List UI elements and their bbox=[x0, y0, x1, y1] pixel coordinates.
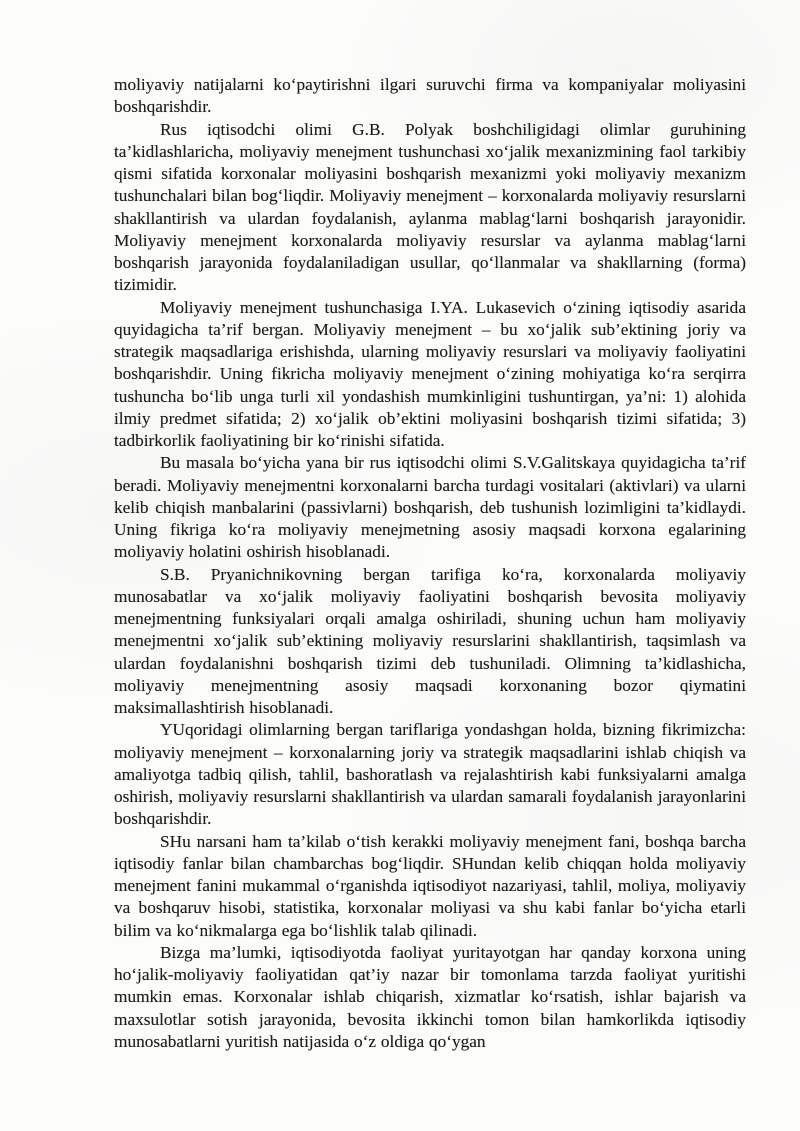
paragraph: moliyaviy natijalarni koʻpaytirishni ilgari suruvchi firma va kompaniyalar moliyasini boshqarishdir. bbox=[114, 75, 746, 117]
paragraph: Bu masala boʻyicha yana bir rus iqtisodchi olimi S.V.Galitskaya quyidagicha ta’rif beradi. Moliyaviy menejmentni korxonalarni barcha turdagi vositalari (aktivlari) va ularni kelib chiqish manbalarini (passivlarni) boshqarish, deb tushunish lozimligini ta’kidlaydi. Uning fikriga koʻra moliyaviy menejmetning asosiy maqsadi korxona egalarining moliyaviy holatini oshirish hisoblanadi. bbox=[114, 453, 746, 562]
paragraph: YUqoridagi olimlarning bergan tariflariga yondashgan holda, bizning fikrimizcha: moliyaviy menejment – korxonalarning joriy va strategik maqsadlarini ishlab chiqish va amaliyotga tadbiq qilish, tahlil, bashoratlash va rejalashtirish kabi funksiyalarni amalga oshirish, moliyaviy resurslarni shakllantirish va ulardan samarali foydalanish jarayonlarini boshqarishdir. bbox=[114, 720, 746, 829]
paragraph: SHu narsani ham ta’kilab oʻtish kerakki moliyaviy menejment fani, boshqa barcha iqtisodiy fanlar bilan chambarchas bogʻliqdir. SHundan kelib chiqqan holda moliyaviy menejment fanini mukammal oʻrganishda iqtisodiyot nazariyasi, tahlil, moliya, moliyaviy va boshqaruv hisobi, statistika, korxonalar moliyasi va shu kabi fanlar boʻyicha etarli bilim va koʻnikmalarga ega boʻlishlik talab qilinadi. bbox=[114, 831, 746, 940]
paragraph: S.B. Pryanichnikovning bergan tarifiga koʻra, korxonalarda moliyaviy munosabatlar va xoʻjalik moliyaviy faoliyatini boshqarish bevosita moliyaviy menejmentning funksiyalari orqali amalga oshiriladi, shuning uchun ham moliyaviy menejmentni xoʻjalik sub’ektining moliyaviy resurslarini shakllantirish, taqsimlash va ulardan foydalanishni boshqarish tizimi deb tushuniladi. Olimning ta’kidlashicha, moliyaviy menejmentning asosiy maqsadi korxonaning bozor qiymatini maksimallashtirish hisoblanadi. bbox=[114, 564, 746, 717]
paragraph: Moliyaviy menejment tushunchasiga I.YA. Lukasevich oʻzining iqtisodiy asarida quyidagicha ta’rif bergan. Moliyaviy menejment – bu xoʻjalik sub’ektining joriy va strategik maqsadlariga erishishda, ularning moliyaviy resurslari va moliyaviy faoliyatini boshqarishdir. Uning fikricha moliyaviy menejment oʻzining mohiyatiga koʻra serqirra tushuncha boʻlib unga turli xil yondashish mumkinligini tushuntirgan, ya’ni: 1) alohida ilmiy predmet sifatida; 2) xoʻjalik ob’ektini moliyasini boshqarish tizimi sifatida; 3) tadbirkorlik faoliyatining bir koʻrinishi sifatida. bbox=[114, 297, 746, 450]
paragraph: Rus iqtisodchi olimi G.B. Polyak boshchiligidagi olimlar guruhining ta’kidlashlaricha, moliyaviy menejment tushunchasi xoʻjalik mexanizmining faol tarkibiy qismi sifatida korxonalar moliyasini boshqarish mexanizmi yoki moliyaviy mexanizm tushunchalari bilan bogʻliqdir. Moliyaviy menejment – korxonalarda moliyaviy resurslarni shakllantirish va ulardan foydalanish, aylanma mablagʻlarni boshqarish jarayonidir. Moliyaviy menejment korxonalarda moliyaviy resurslar va aylanma mablagʻlarni boshqarish jarayonida foydalaniladigan usullar, qoʻllanmalar va shakllarning (forma) tizimidir. bbox=[114, 119, 746, 295]
paragraph: Bizga ma’lumki, iqtisodiyotda faoliyat yuritayotgan har qanday korxona uning hoʻjalik-moliyaviy faoliyatidan qat’iy nazar bir tomonlama tarzda faoliyat yuritishi mumkin emas. Korxonalar ishlab chiqarish, xizmatlar koʻrsatish, ishlar bajarish va maxsulotlar sotish jarayonida, bevosita ikkinchi tomon bilan hamkorlikda iqtisodiy munosabatlarni yuritish natijasida oʻz oldiga qoʻygan bbox=[114, 942, 746, 1051]
body-text bbox=[114, 74, 746, 1053]
